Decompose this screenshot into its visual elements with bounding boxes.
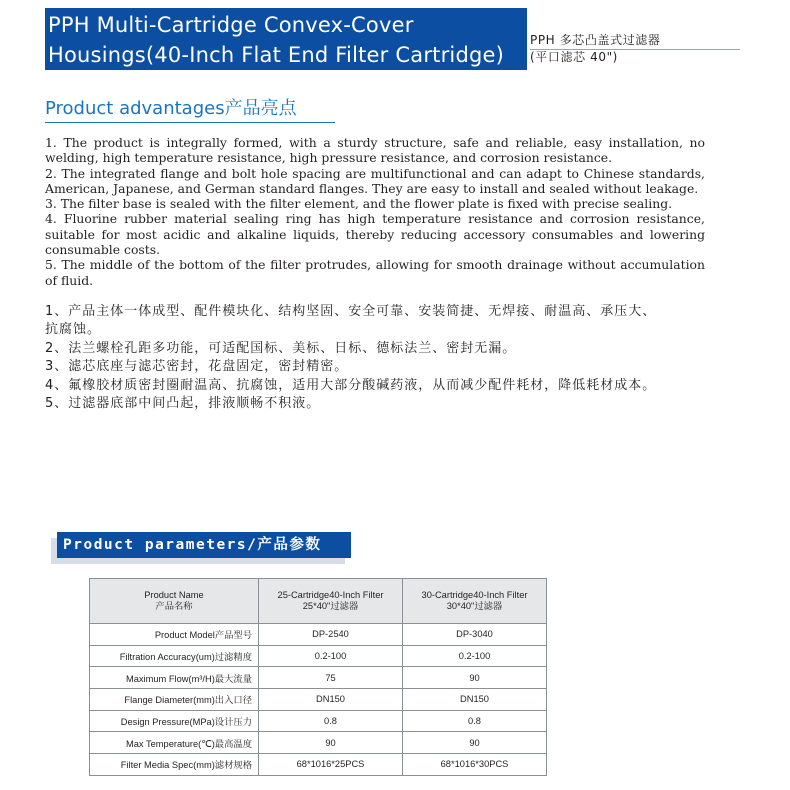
parameters-heading: Product parameters/产品参数 <box>57 532 351 558</box>
row-label: Maximum Flow(m³/H)最大流量 <box>90 667 259 689</box>
cell-value: 75 <box>259 667 403 689</box>
table-header-row <box>90 579 547 624</box>
row-label: Product Model产品型号 <box>90 624 259 646</box>
cell-value: DN150 <box>403 689 547 711</box>
table-row <box>90 689 547 711</box>
advantages-english-list <box>45 135 705 288</box>
cell-value: DP-3040 <box>403 624 547 646</box>
advantage-cn-item: 抗腐蚀。 <box>45 322 102 338</box>
cell-value: 68*1016*30PCS <box>403 754 547 776</box>
row-label: Flange Diameter(mm)出入口径 <box>90 689 259 711</box>
chinese-subtitle <box>530 33 740 65</box>
page-title <box>45 8 527 70</box>
advantage-en-item: 5. The middle of the bottom of the filter protrudes, allowing for smooth drainage without accumulation of fluid. <box>45 257 705 288</box>
advantage-cn-item: 4、氟橡胶材质密封圈耐温高、抗腐蚀，适用大部分酸碱药液，从而减少配件耗材，降低耗材成本。 <box>45 377 657 393</box>
cell-value: 0.8 <box>403 710 547 732</box>
subtitle-line-2: (平口滤芯 40") <box>530 50 618 64</box>
cell-value: 68*1016*25PCS <box>259 754 403 776</box>
subtitle-line-1: PPH 多芯凸盖式过滤器 <box>530 33 740 50</box>
advantage-cn-item: 2、法兰螺栓孔距多功能，可适配国标、美标、日标、德标法兰、密封无漏。 <box>45 340 517 356</box>
title-line-1: PPH Multi-Cartridge Convex-Cover <box>48 13 414 37</box>
cell-value: 0.2-100 <box>259 645 403 667</box>
advantage-cn-item: 5、过滤器底部中间凸起，排液顺畅不积液。 <box>45 396 321 412</box>
column-header-30-cartridge: 30-Cartridge40-Inch Filter 30*40"过滤器 <box>403 579 547 624</box>
advantage-cn-item: 3、滤芯底座与滤芯密封，花盘固定，密封精密。 <box>45 359 349 375</box>
advantage-en-item: 1. The product is integrally formed, with a sturdy structure, safe and reliable, easy installation, no welding, high temperature resistance, high pressure resistance, and corrosion resistance. <box>45 135 705 166</box>
cell-value: 90 <box>259 732 403 754</box>
table-row <box>90 754 547 776</box>
title-line-2: Housings(40-Inch Flat End Filter Cartridge) <box>48 43 505 67</box>
advantage-en-item: 2. The integrated flange and bolt hole spacing are multifunctional and can adapt to Chinese standards, American, Japanese, and German standard flanges. They are easy to install and sealed without leakage. <box>45 165 705 196</box>
table-row <box>90 667 547 689</box>
column-header-25-cartridge: 25-Cartridge40-Inch Filter 25*40"过滤器 <box>259 579 403 624</box>
advantage-en-item: 3. The filter base is sealed with the filter element, and the flower plate is fixed with precise sealing. <box>45 196 673 212</box>
row-label: Max Temperature(℃)最高温度 <box>90 732 259 754</box>
advantages-chinese-list <box>45 303 705 413</box>
table-row <box>90 645 547 667</box>
row-label: Design Pressure(MPa)设计压力 <box>90 710 259 732</box>
cell-value: 90 <box>403 732 547 754</box>
cell-value: DN150 <box>259 689 403 711</box>
cell-value: 0.8 <box>259 710 403 732</box>
cell-value: DP-2540 <box>259 624 403 646</box>
advantage-cn-item: 1、产品主体一体成型、配件模块化、结构坚固、安全可靠、安装简捷、无焊接、耐温高、承压大、 <box>45 304 657 319</box>
advantages-heading: Product advantages产品亮点 <box>45 96 335 123</box>
table-row <box>90 710 547 732</box>
table-row <box>90 624 547 646</box>
table-row <box>90 732 547 754</box>
row-label: Filtration Accuracy(um)过滤精度 <box>90 645 259 667</box>
advantage-en-item: 4. Fluorine rubber material sealing ring has high temperature resistance and corrosion resistance, suitable for most acidic and alkaline liquids, thereby reducing accessory consumables and lowering consumable costs. <box>45 211 705 258</box>
parameters-table <box>89 578 547 776</box>
cell-value: 90 <box>403 667 547 689</box>
row-label: Filter Media Spec(mm)滤材规格 <box>90 754 259 776</box>
column-header-product-name: Product Name 产品名称 <box>90 579 259 624</box>
cell-value: 0.2-100 <box>403 645 547 667</box>
